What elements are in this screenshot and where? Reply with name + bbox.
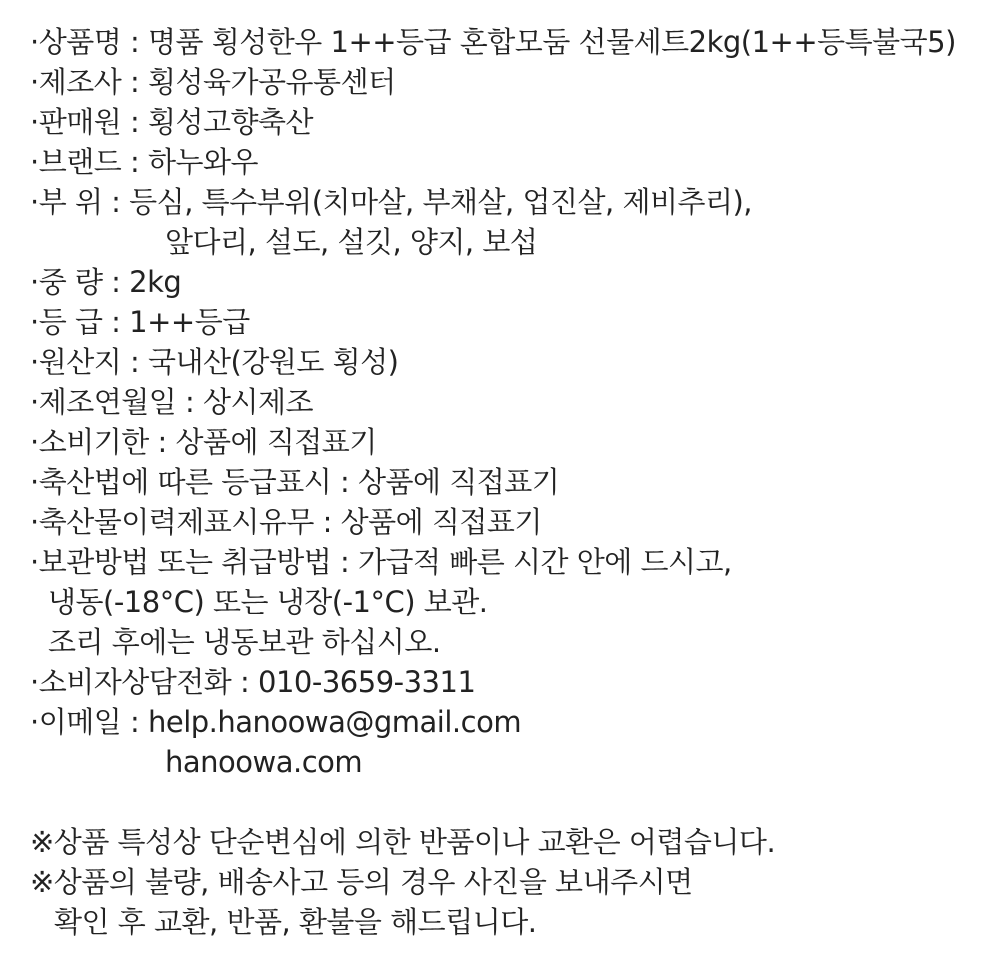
grade-label-line: ·축산법에 따른 등급표시 : 상품에 직접표기	[30, 465, 560, 499]
notice-line-1: ※상품 특성상 단순변심에 의한 반품이나 교환은 어렵습니다.	[30, 825, 776, 859]
consumer-phone-line: ·소비자상담전화 : 010-3659-3311	[30, 665, 476, 699]
section-spacer	[30, 782, 990, 822]
origin-line: ·원산지 : 국내산(강원도 횡성)	[30, 345, 399, 379]
email-line: ·이메일 : help.hanoowa@gmail.com	[30, 705, 522, 739]
notice-line-3: 확인 후 교환, 반품, 환불을 해드립니다.	[54, 905, 537, 939]
storage-method-line-3: 조리 후에는 냉동보관 하십시오.	[48, 625, 441, 659]
cuts-line: ·부 위 : 등심, 특수부위(치마살, 부채살, 업진살, 제비추리),	[30, 185, 753, 219]
brand-line: ·브랜드 : 하누와우	[30, 145, 259, 179]
manufacturer-line: ·제조사 : 횡성육가공유통센터	[30, 65, 396, 99]
storage-method-line-2: 냉동(-18°C) 또는 냉장(-1°C) 보관.	[48, 585, 488, 619]
grade-line: ·등 급 : 1++등급	[30, 305, 250, 339]
product-info-document	[30, 22, 990, 942]
seller-line: ·판매원 : 횡성고향축산	[30, 105, 314, 139]
expiry-line: ·소비기한 : 상품에 직접표기	[30, 425, 377, 459]
website-line: hanoowa.com	[165, 745, 363, 779]
traceability-line: ·축산물이력제표시유무 : 상품에 직접표기	[30, 505, 542, 539]
cuts-line-continued: 앞다리, 설도, 설깃, 양지, 보섭	[165, 225, 538, 259]
weight-line: ·중 량 : 2kg	[30, 265, 182, 299]
storage-method-line: ·보관방법 또는 취급방법 : 가급적 빠른 시간 안에 드시고,	[30, 545, 732, 579]
product-name-line: ·상품명 : 명품 횡성한우 1++등급 혼합모둠 선물세트2kg(1++등특불국5)	[30, 25, 956, 59]
notice-line-2: ※상품의 불량, 배송사고 등의 경우 사진을 보내주시면	[30, 865, 693, 899]
manufacture-date-line: ·제조연월일 : 상시제조	[30, 385, 314, 419]
